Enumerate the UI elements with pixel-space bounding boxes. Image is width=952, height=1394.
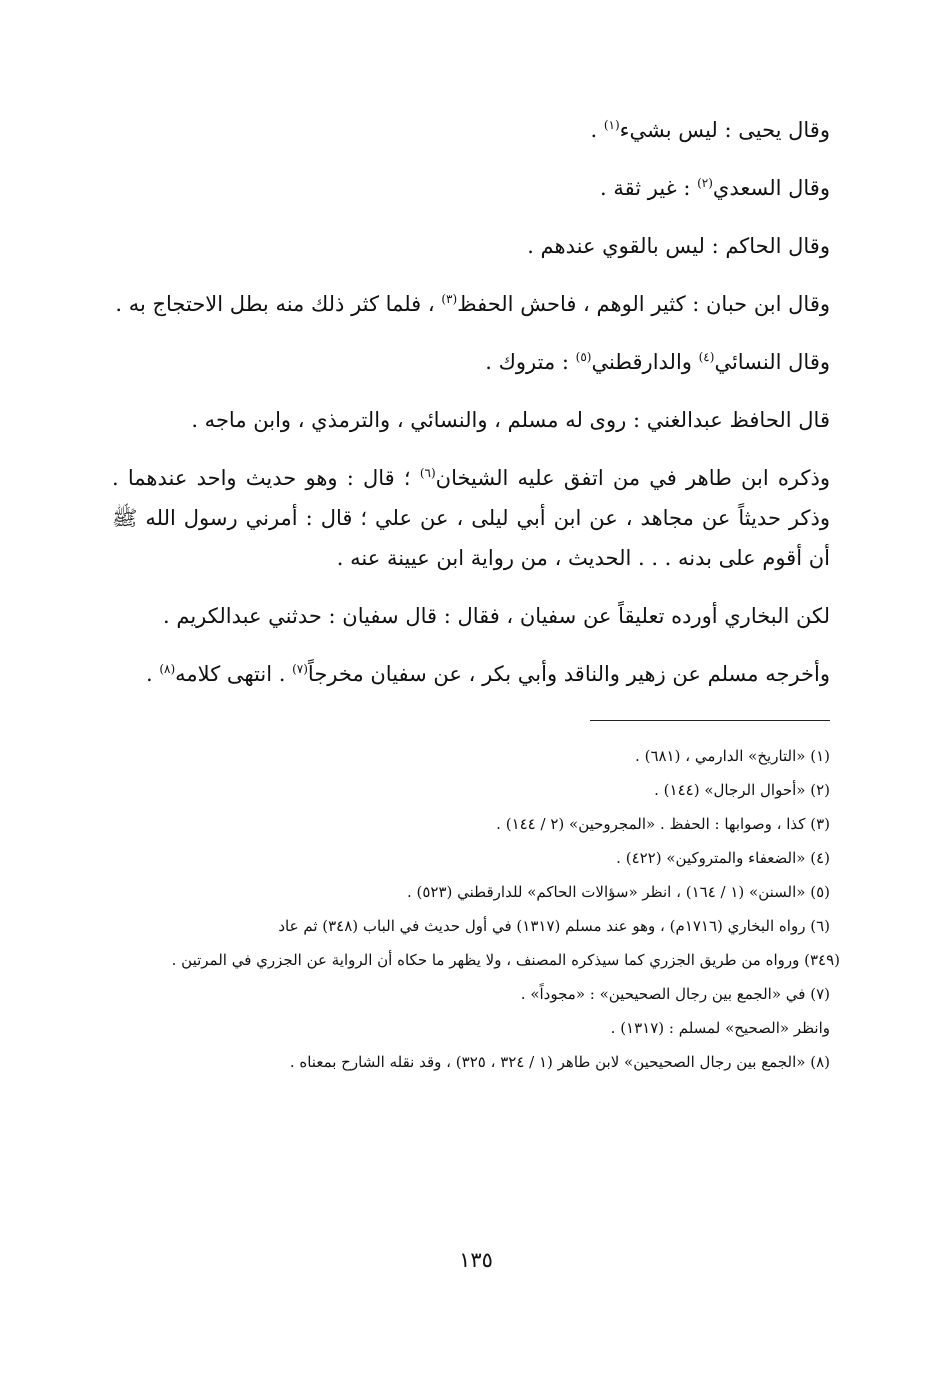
page-number: ١٣٥ xyxy=(459,1248,493,1272)
paragraph-text: : غير ثقة . xyxy=(600,176,698,200)
footnote-ref: (٨) xyxy=(159,662,176,676)
paragraph-text: . انتهى كلامه xyxy=(175,662,293,686)
footnote-ref: (٤) xyxy=(698,350,715,364)
footnote: (٧) في «الجمع بين رجال الصحيحين» : «مجوداً» . xyxy=(520,985,830,1003)
paragraph xyxy=(112,400,830,440)
paragraph-text: وقال يحيى : ليس بشيء xyxy=(619,118,830,142)
paragraph-text: ؛ قال : وهو حديث واحد عندهما . وذكر حديثاً عن مجاهد ، عن ابن أبي ليلى ، عن علي ؛ قال : أمرني رسول الله ﷺ أن أقوم على بدنه . . . الحديث ، من رواية ابن عيينة عنه . xyxy=(112,466,830,570)
footnote-divider xyxy=(590,720,830,721)
paragraph-text: ، فلما كثر ذلك منه بطل الاحتجاج به . xyxy=(115,292,442,316)
footnote: وانظر «الصحيح» لمسلم : (١٣١٧) . xyxy=(610,1019,830,1037)
paragraph-text: قال الحافظ عبدالغني : روى له مسلم ، والنسائي ، والترمذي ، وابن ماجه . xyxy=(191,408,830,432)
footnote: (٢) «أحوال الرجال» (١٤٤) . xyxy=(654,781,830,799)
footnote-ref: (٣) xyxy=(441,292,458,306)
footnote: (٨) «الجمع بين رجال الصحيحين» لابن طاهر (١ / ٣٢٤ ، ٣٢٥) ، وقد نقله الشارح بمعناه . xyxy=(289,1053,830,1071)
footnote: (١) «التاريخ» الدارمي ، (٦٨١) . xyxy=(635,747,830,765)
paragraph xyxy=(112,226,830,266)
page-body xyxy=(112,110,840,1079)
footnote: (٤) «الضعفاء والمتروكين» (٤٢٢) . xyxy=(616,849,830,867)
footnote-ref: (١) xyxy=(603,118,620,132)
main-text xyxy=(112,110,830,694)
paragraph-text: وقال ابن حبان : كثير الوهم ، فاحش الحفظ xyxy=(457,292,830,316)
paragraph-text: لكن البخاري أورده تعليقاً عن سفيان ، فقال : قال سفيان : حدثني عبدالكريم . xyxy=(163,604,830,628)
paragraph xyxy=(112,342,830,382)
paragraph xyxy=(112,284,830,324)
paragraph xyxy=(112,458,830,578)
paragraph xyxy=(112,110,830,150)
paragraph xyxy=(112,654,830,694)
paragraph xyxy=(112,596,830,636)
footnote-ref: (٢) xyxy=(697,176,713,190)
paragraph-text: وقال النسائي xyxy=(714,350,830,374)
footnote-continuation: (٣٤٩) ورواه من طريق الجزري كما سيذكره المصنف ، ولا يظهر ما حكاه أن الرواية عن الجزري في المرتين . xyxy=(171,951,840,969)
paragraph-text: وذكره ابن طاهر في من اتفق عليه الشيخان xyxy=(435,466,830,490)
paragraph xyxy=(112,168,830,208)
paragraph-text: والدارقطني xyxy=(591,350,699,374)
paragraph-text: . xyxy=(145,662,160,686)
footnote-ref: (٥) xyxy=(575,350,592,364)
footnote: (٦) رواه البخاري (١٧١٦م) ، وهو عند مسلم (١٣١٧) في أول حديث في الباب (٣٤٨) ثم عاد xyxy=(278,917,830,935)
paragraph-text: وقال السعدي xyxy=(712,176,830,200)
footnote-ref: (٧) xyxy=(292,662,308,676)
footnote-ref: (٦) xyxy=(419,466,436,480)
footnote: (٣) كذا ، وصوابها : الحفظ . «المجروحين» (٢ / ١٤٤) . xyxy=(496,815,830,833)
paragraph-text: . xyxy=(590,118,604,142)
paragraph-text: وقال الحاكم : ليس بالقوي عندهم . xyxy=(527,234,830,258)
footnotes xyxy=(112,739,840,1079)
paragraph-text: : متروك . xyxy=(485,350,576,374)
paragraph-text: وأخرجه مسلم عن زهير والناقد وأبي بكر ، عن سفيان مخرجاً xyxy=(307,662,830,686)
footnote: (٥) «السنن» (١ / ١٦٤) ، انظر «سؤالات الحاكم» للدارقطني (٥٢٣) . xyxy=(406,883,830,901)
